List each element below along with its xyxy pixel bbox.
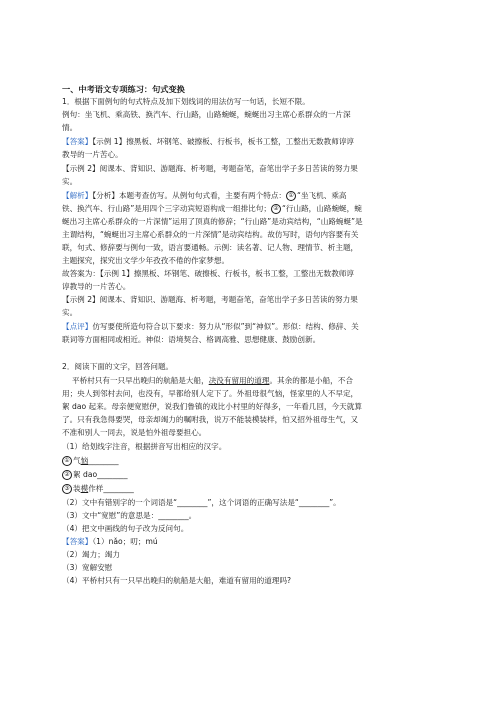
item1-text: 气 — [73, 456, 81, 465]
circled-number-1: ① — [286, 191, 296, 201]
q1-answer-line — [62, 137, 434, 147]
sub3-text-2: 。 — [188, 511, 197, 520]
answer-blank: ________ — [158, 511, 189, 520]
analysis-tag: 【解析】 — [62, 191, 93, 200]
passage-line-d: 了。只有我急得要哭，母亲却竭力的嘱咐我，说万不能装模装样，怕又招外祖母生气，又 — [62, 415, 359, 424]
passage-line-c: 絮 dao 起来。母亲便宽慰伊，说我们鲁镇的戏比小村里的好得多，一年看几回，今天就算 — [62, 402, 362, 411]
q2-stem: 2．阅读下面的文字，回答问题。 — [62, 362, 174, 371]
sub2-text: （2）文中有错别字的一个词语是“ — [62, 498, 178, 507]
item3-underlined: 模 — [80, 484, 89, 493]
q2-item3 — [62, 484, 434, 494]
passage-text: 平桥村只有一只早出晚归的航船是大船， — [72, 376, 209, 385]
analysis-text: 【分析】本题考查仿写。从例句句式看，主要有两个特点： — [92, 191, 287, 200]
sub2-text-3: ”。 — [329, 498, 341, 507]
analysis-text-2: “坐飞机、乘高 — [297, 191, 347, 200]
analysis-line-e: 联，句式、修辞要与例句一致，语言要通畅。示例：读名著、记人物、理情节、析主题， — [62, 243, 359, 252]
analysis-line-c: 蜒出习主席心系群众的一片深情”运用了顶真的修辞；“行山路”是动宾结构，“山路蜿蜒”是 — [62, 217, 363, 226]
item3-text: 装 — [73, 484, 81, 493]
answer-tag: 【答案】 — [62, 537, 93, 546]
q1-example-cont: 情。 — [62, 123, 78, 132]
answer-2: （2）竭力；竭力 — [62, 550, 120, 559]
passage-text-2: 。其余的都是小船，不合 — [269, 376, 353, 385]
circled-number-1: ① — [62, 456, 72, 466]
underlined-sentence: 决没有留用的道理 — [208, 376, 270, 385]
q2-answer-line — [62, 537, 434, 547]
answer-blank: ________ — [88, 456, 119, 465]
answer-blank: ________ — [97, 470, 128, 479]
answer-example-1-cont: 教导的一片苦心。 — [62, 150, 123, 159]
item2-text: 絮 dao — [73, 470, 98, 479]
answer-blank: ________ — [103, 484, 134, 493]
analysis-text-2: “行山路，山路蜿蜒，蜿 — [281, 204, 362, 213]
q1-stem: 1．根据下面例句的句式特点及加下划线词的用法仿写一句话，长短不限。 — [62, 97, 310, 106]
circled-number-2: ② — [271, 204, 281, 214]
passage-line-b: 用；央人到邻村去问，也没有，早都给别人定下了。外祖母很气恼，怪家里的人不早定， — [62, 389, 359, 398]
q2-item2 — [62, 470, 434, 480]
passage-line-a — [62, 376, 444, 386]
sub2-text-2: ”，这个词语的正确写法是“ — [207, 498, 299, 507]
circled-number-2: ② — [62, 470, 72, 480]
q1-analysis-line — [62, 191, 434, 201]
q2-item1 — [62, 456, 434, 466]
repeat-answer-1-cont: 谆教导的一片苦心。 — [62, 282, 131, 291]
comment-text-cont: 联词等方面相同或相近。神似：语境契合、格调高雅、思想健康、鼓励创新。 — [62, 335, 321, 344]
answer-4: （4）平桥村只有一只早出晚归的航船是大船，难道有留用的道理吗? — [62, 576, 292, 585]
answer-tag: 【答案】 — [62, 137, 93, 146]
answer-example-2-cont: 实。 — [62, 177, 78, 186]
analysis-text: 铁、换汽车、行山路”是用四个三字动宾短语构成一组排比句； — [62, 204, 271, 213]
q2-sub1: （1）给划线字注音，根据拼音写出相应的汉字。 — [62, 442, 227, 451]
item1-underlined: 恼 — [80, 456, 89, 465]
analysis-line-b — [62, 204, 434, 214]
comment-tag: 【点评】 — [62, 322, 93, 331]
comment-text: 仿写要使所造句符合以下要求：努力从“形似”到“神似”。形似：结构、修辞、关 — [92, 322, 359, 331]
answer-blank: ________ — [298, 498, 330, 507]
q2-sub3 — [62, 511, 434, 521]
q1-comment-line — [62, 322, 434, 332]
q1-example: 例句：坐飞机、乘高铁、换汽车、行山路，山路蜿蜒，蜿蜒出习主席心系群众的一片深 — [62, 110, 351, 119]
q2-sub4: （4）把文中画线的句子改为反问句。 — [62, 524, 189, 533]
answer-example-2: 【示例 2】阅课本、背知识、游题海、析考题，考题奋笔，奋笔出学子多日苦读的努力果 — [62, 164, 358, 173]
answer-1: （1）nǎo；叨；mú — [92, 537, 158, 546]
circled-number-3: ③ — [62, 484, 72, 494]
repeat-answer-2: 【示例 2】阅课本、背知识、游题海、析考题，考题奋笔，奋笔出学子多日苦读的努力果 — [62, 295, 358, 304]
answer-3: （3）宽解安慰 — [62, 563, 113, 572]
passage-line-e: 不准和别人一同去，说是怕外祖母要担心。 — [62, 428, 207, 437]
q2-sub2 — [62, 498, 434, 508]
section-title: 一、中考语文专项练习：句式变换 — [62, 84, 185, 94]
repeat-answer-2-cont: 实。 — [62, 308, 78, 317]
repeat-answer-1: 故答案为：【示例 1】擦黑板、坏钢笔、破擦板、行板书，板书工整，工整出无数教师谆 — [62, 269, 355, 278]
answer-blank: ________ — [177, 498, 208, 507]
analysis-line-f: 主题探究，探究出文学少年孜孜不倦的作家梦想。 — [62, 256, 230, 265]
analysis-line-d: 主谓结构，“蜿蜒出习主席心系群众的一片深情”是动宾结构。故仿写时，语句内容要有关 — [62, 230, 359, 239]
sub3-text: （3）文中“宽慰”的意思是： — [62, 511, 159, 520]
item3-text-2: 作样 — [88, 484, 104, 493]
answer-example-1: 【示例 1】擦黑板、坏钢笔、破擦板、行板书，板书工整，工整出无数教师谆谆 — [92, 137, 355, 146]
